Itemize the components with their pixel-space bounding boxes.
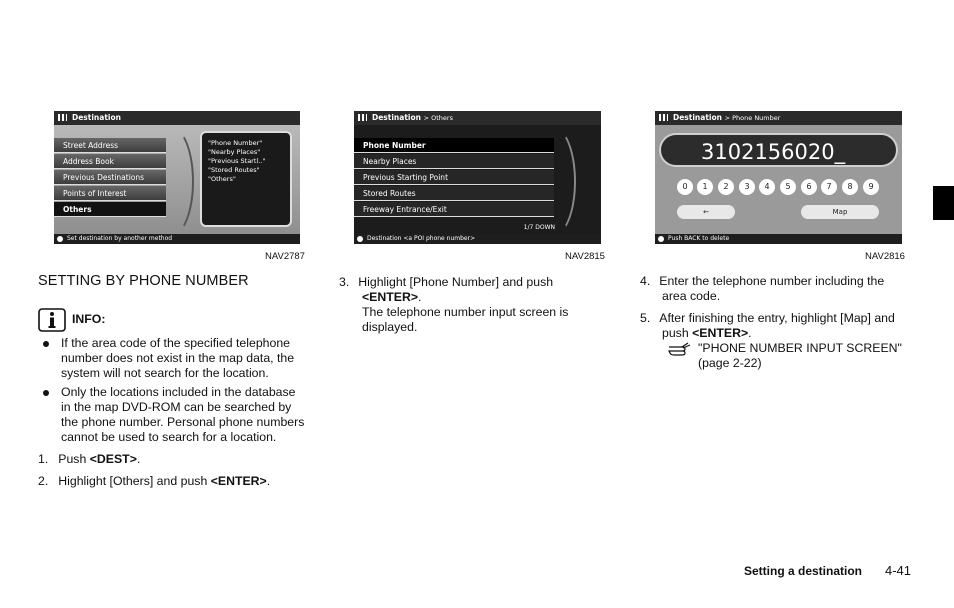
scroll-arc [150,127,194,236]
bullet-dot [43,341,49,347]
info-icon [658,236,664,242]
back-arrow-key: ← [677,205,735,219]
step-3: 3. Highlight [Phone Number] and push <ENTER>. The telephone number input screen is displayed. [339,275,569,334]
reference-hand-icon [668,342,692,356]
menu-item-address-book: Address Book [54,154,166,169]
preview-bubble [200,131,292,227]
menu-item-street-address: Street Address [54,138,166,153]
flag-icon [58,114,67,121]
flag-icon [358,114,367,121]
step-5: 5. After finishing the entry, highlight [Map] and push <ENTER>. [640,311,895,340]
bubble-line: "Others" [208,175,236,183]
info-icon [357,236,363,242]
key-5: 5 [780,179,796,195]
menu-item-points-of-interest: Points of Interest [54,186,166,201]
screenshot-phone-number-input [655,111,902,244]
key-6: 6 [801,179,817,195]
step-4: 4. Enter the telephone number including the area code. [640,274,885,303]
page-indicator: 1/7 DOWN [523,224,555,231]
key-1: 1 [697,179,713,195]
screen-footer: Destination <a POI phone number> [354,234,601,244]
menu-item-phone-number: Phone Number [354,138,554,153]
bullet-text: Only the locations included in the database in the map DVD-ROM can be searched by the phone number. Personal phone numbers cannot be used to search for a location. [61,385,305,444]
key-8: 8 [842,179,858,195]
page-number: 4-41 [885,563,912,578]
key-2: 2 [718,179,734,195]
page-reference: "PHONE NUMBER INPUT SCREEN" (page 2-22) [698,341,902,370]
figure-caption: NAV2815 [565,251,605,262]
menu-item-previous-destinations: Previous Destinations [54,170,166,185]
key-0: 0 [677,179,693,195]
bubble-line: "Stored Routes" [208,166,260,174]
screenshot-destination-menu [54,111,300,244]
bullet-dot [43,390,49,396]
figure-caption: NAV2787 [265,251,305,262]
key-4: 4 [759,179,775,195]
menu-item-previous-starting-point: Previous Starting Point [354,170,554,185]
bubble-line: "Phone Number" [208,139,263,147]
section-heading: SETTING BY PHONE NUMBER [38,273,249,289]
bubble-line: "Previous Startl.." [208,157,266,165]
screenshot-destination-others [354,111,601,244]
bullet-text: If the area code of the specified telephone number does not exist in the map data, the system will not search for the location. [61,336,295,380]
screen-footer: Push BACK to delete [655,234,902,244]
figure-caption: NAV2816 [865,251,905,262]
screen-title: Destination > Others [354,111,601,125]
menu-item-nearby-places: Nearby Places [354,154,554,169]
key-7: 7 [821,179,837,195]
info-icon [38,308,66,332]
map-button: Map [801,205,879,219]
menu-item-freeway-entrance-exit: Freeway Entrance/Exit [354,202,554,217]
scroll-arc [532,127,576,236]
menu-item-stored-routes: Stored Routes [354,186,554,201]
running-footer-section: Setting a destination [744,564,863,578]
bubble-line: "Nearby Places" [208,148,261,156]
screen-title: Destination [54,111,300,125]
menu-item-others: Others [54,202,166,217]
info-icon [57,236,63,242]
key-3: 3 [739,179,755,195]
chapter-thumb-tab [933,186,954,220]
step-2: 2. Highlight [Others] and push <ENTER>. [38,474,271,488]
screen-title: Destination > Phone Number [655,111,902,125]
key-9: 9 [863,179,879,195]
flag-icon [659,114,668,121]
info-label: INFO: [72,312,106,326]
step-1: 1. Push <DEST>. [38,452,141,466]
screen-footer: Set destination by another method [54,234,300,244]
phone-number-field: 3102156020_ [659,133,898,167]
